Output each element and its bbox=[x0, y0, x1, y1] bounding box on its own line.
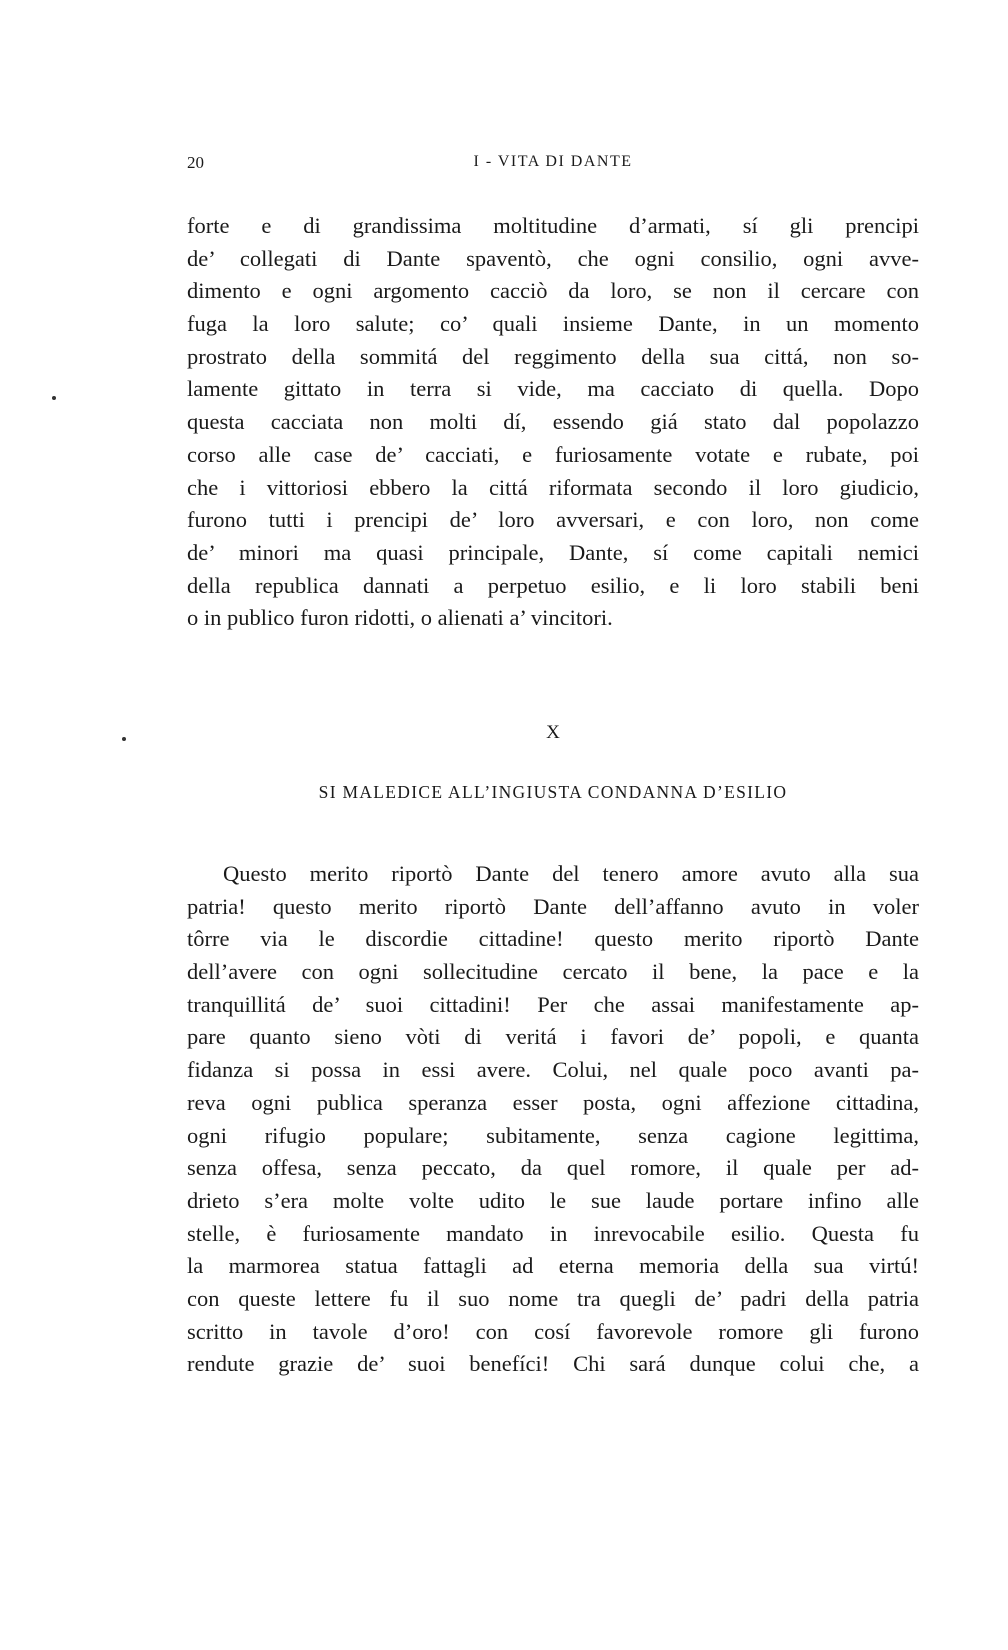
paragraph-1 bbox=[187, 210, 919, 635]
text-line: corso alle case de’ cacciati, e furiosamente votate e rubate, poi bbox=[187, 441, 919, 467]
text-line: reva ogni publica speranza esser posta, ogni affezione cittadina, bbox=[187, 1089, 919, 1115]
running-title: I - VITA DI DANTE bbox=[473, 153, 633, 170]
text-line: patria! questo merito riportò Dante dell’affanno avuto in voler bbox=[187, 893, 919, 919]
text-line: tôrre via le discordie cittadine! questo merito riportò Dante bbox=[187, 926, 919, 952]
scan-speck bbox=[122, 737, 126, 741]
text-line: furono tutti i prencipi de’ loro avversari, e con loro, non come bbox=[187, 507, 919, 533]
text-line: forte e di grandissima moltitudine d’armati, sí gli prencipi bbox=[187, 213, 919, 238]
chapter-number: X bbox=[546, 722, 560, 743]
text-line: de’ minori ma quasi principale, Dante, sí come capitali nemici bbox=[187, 539, 919, 565]
text-line: senza offesa, senza peccato, da quel romore, il quale per ad- bbox=[187, 1155, 919, 1181]
text-line: che i vittoriosi ebbero la cittá riformata secondo il loro giudicio, bbox=[187, 474, 919, 500]
text-line: drieto s’era molte volte udito le sue laude portare infino alle bbox=[187, 1187, 919, 1213]
text-line: de’ collegati di Dante spaventò, che ogni consilio, ogni avve- bbox=[187, 245, 919, 271]
text-line: prostrato della sommitá del reggimento della sua cittá, non so- bbox=[187, 343, 919, 369]
text-line: questa cacciata non molti dí, essendo giá stato dal popolazzo bbox=[187, 409, 919, 435]
text-line: dimento e ogni argomento cacciò da loro, se non il cercare con bbox=[187, 278, 919, 304]
text-line: della republica dannati a perpetuo esilio, e li loro stabili beni bbox=[187, 572, 919, 598]
paragraph-2 bbox=[187, 858, 919, 1381]
text-line: dell’avere con ogni sollecitudine cercato il bene, la pace e la bbox=[187, 959, 919, 985]
text-line: pare quanto sieno vòti di veritá i favori de’ popoli, e quanta bbox=[187, 1024, 919, 1050]
text-line: Questo merito riportò Dante del tenero amore avuto alla sua bbox=[223, 861, 919, 886]
text-line: lamente gittato in terra si vide, ma cacciato di quella. Dopo bbox=[187, 376, 919, 402]
text-line: o in publico furon ridotti, o alienati a’ vincitori. bbox=[187, 605, 613, 631]
chapter-title: SI MALEDICE ALL’INGIUSTA CONDANNA D’ESILIO bbox=[318, 782, 788, 802]
text-line: la marmorea statua fattagli ad eterna memoria della sua virtú! bbox=[187, 1253, 919, 1279]
text-line: scritto in tavole d’oro! con cosí favorevole romore gli furono bbox=[187, 1318, 919, 1344]
text-line: tranquillitá de’ suoi cittadini! Per che assai manifestamente ap- bbox=[187, 991, 919, 1017]
text-line: ogni rifugio populare; subitamente, senza cagione legittima, bbox=[187, 1122, 919, 1148]
text-line: rendute grazie de’ suoi benefíci! Chi sará dunque colui che, a bbox=[187, 1351, 919, 1377]
scan-speck bbox=[52, 396, 56, 400]
text-line: con queste lettere fu il suo nome tra quegli de’ padri della patria bbox=[187, 1285, 919, 1311]
text-line: fidanza si possa in essi avere. Colui, nel quale poco avanti pa- bbox=[187, 1057, 919, 1083]
page-number: 20 bbox=[187, 153, 204, 172]
text-line: fuga la loro salute; co’ quali insieme Dante, in un momento bbox=[187, 311, 919, 337]
text-line: stelle, è furiosamente mandato in inrevocabile esilio. Questa fu bbox=[187, 1220, 919, 1246]
